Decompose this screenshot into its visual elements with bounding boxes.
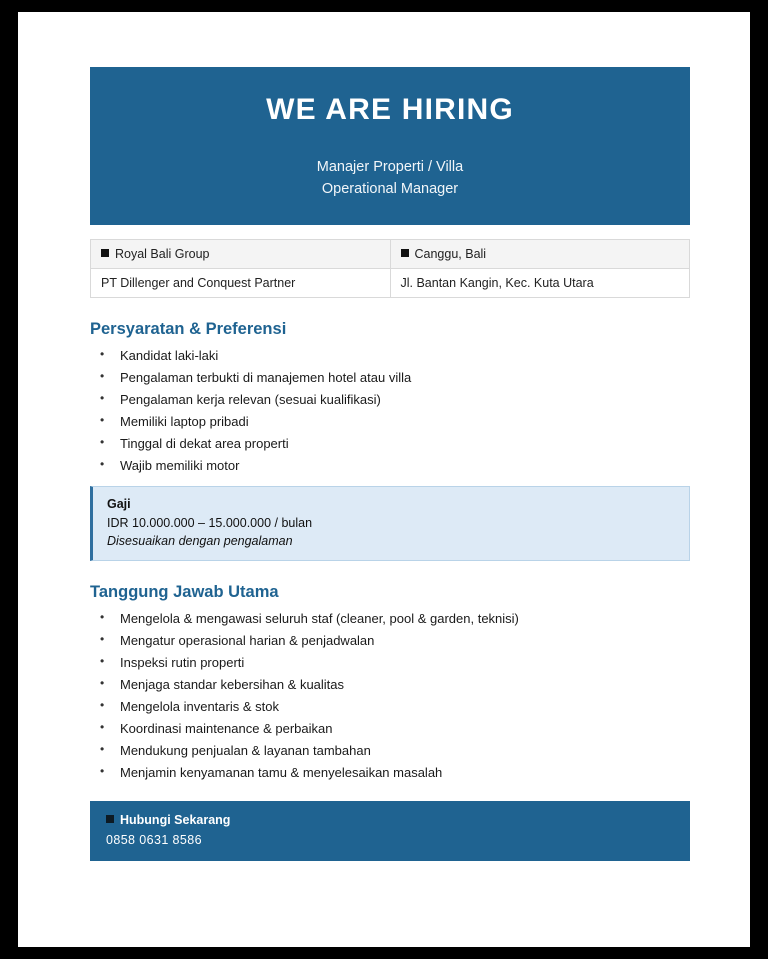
location-name: Canggu, Bali: [414, 246, 487, 261]
list-item: • Inspeksi rutin properti: [98, 656, 690, 669]
square-bullet-icon: [401, 249, 409, 257]
job-title-line-1: Manajer Properti / Villa: [316, 159, 464, 175]
contact-heading-label: Hubungi Sekarang: [120, 812, 231, 827]
responsibilities-list: [90, 612, 690, 779]
legal-entity-cell: PT Dillenger and Conquest Partner: [91, 268, 391, 297]
list-item: • Mengelola & mengawasi seluruh staf (cleaner, pool & garden, teknisi): [98, 612, 690, 625]
contact-bar: [90, 801, 690, 861]
responsibilities-heading: Tanggung Jawab Utama: [90, 582, 279, 601]
salary-box: [90, 486, 690, 561]
list-item: • Mendukung penjualan & layanan tambahan: [98, 744, 690, 757]
square-bullet-icon: [101, 249, 109, 257]
salary-label: Gaji: [107, 496, 131, 511]
company-name-cell: [91, 239, 391, 268]
flyer-content: [90, 67, 690, 861]
salary-note: Disesuaikan dengan pengalaman: [107, 533, 293, 548]
list-item: • Kandidat laki-laki: [98, 349, 690, 362]
list-item: • Menjamin kenyamanan tamu & menyelesaikan masalah: [98, 766, 690, 779]
address-cell: Jl. Bantan Kangin, Kec. Kuta Utara: [390, 268, 690, 297]
contact-heading: [106, 813, 674, 827]
table-row: [91, 239, 690, 268]
document-page: [18, 12, 750, 947]
requirements-list: [90, 349, 690, 472]
company-name: Royal Bali Group: [115, 246, 210, 261]
location-cell: [390, 239, 690, 268]
list-item: • Wajib memiliki motor: [98, 459, 690, 472]
table-row: [91, 268, 690, 297]
list-item: • Memiliki laptop pribadi: [98, 415, 690, 428]
page-title: WE ARE HIRING: [266, 93, 514, 126]
company-info-table: [90, 239, 690, 298]
contact-phone[interactable]: 0858 0631 8586: [106, 832, 202, 847]
list-item: • Koordinasi maintenance & perbaikan: [98, 722, 690, 735]
square-bullet-icon: [106, 815, 114, 823]
salary-value: IDR 10.000.000 – 15.000.000 / bulan: [107, 515, 313, 530]
list-item: • Pengalaman terbukti di manajemen hotel atau villa: [98, 371, 690, 384]
hiring-banner: [90, 67, 690, 225]
list-item: • Menjaga standar kebersihan & kualitas: [98, 678, 690, 691]
requirements-heading: Persyaratan & Preferensi: [90, 319, 287, 338]
list-item: • Mengelola inventaris & stok: [98, 700, 690, 713]
list-item: • Tinggal di dekat area properti: [98, 437, 690, 450]
list-item: • Pengalaman kerja relevan (sesuai kualifikasi): [98, 393, 690, 406]
list-item: • Mengatur operasional harian & penjadwalan: [98, 634, 690, 647]
job-title-line-2: Operational Manager: [321, 181, 459, 198]
